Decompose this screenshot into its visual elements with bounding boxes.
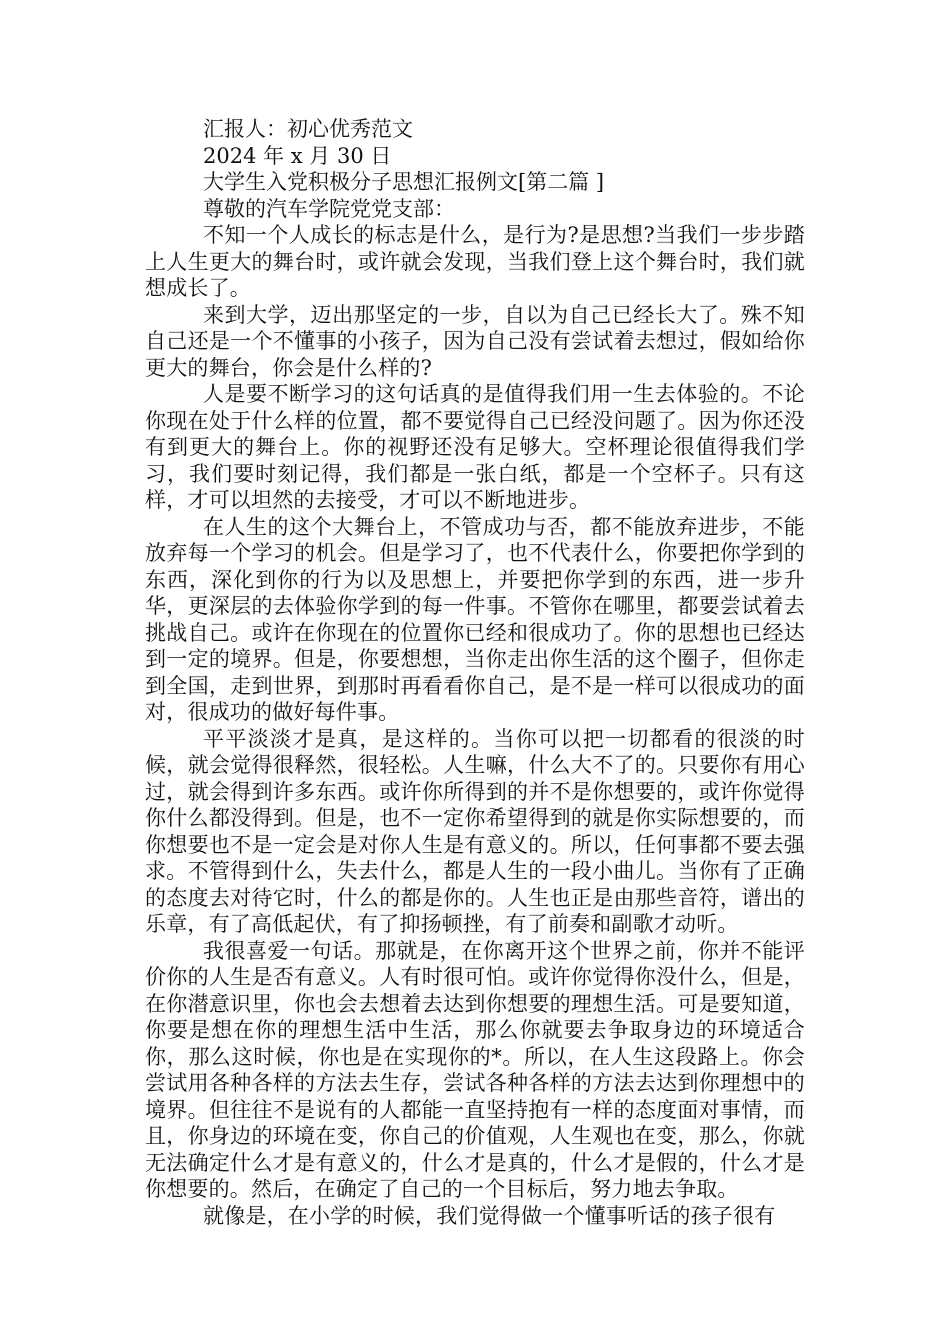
document-title: 大学生入党积极分子思想汇报例文[第二篇 ] <box>203 170 605 194</box>
paragraph-5: 平平淡淡才是真，是这样的。当你可以把一切都看的很淡的时候，就会觉得很释然，很轻松。人生嘛，什么大不了的。只要你有用心过，就会得到许多东西。或许你所得到的并不是你想要的，或许你觉得你什么都没得到。但是，也不一定你希望得到的就是你实际想要的，而你想要也不是一定会是对你人生是有意义的。所以，任何事都不要去强求。不管得到什么，失去什么，都是人生的一段小曲儿。当你有了正确的态度去对待它时，什么的都是你的。人生也正是由那些音符，谱出的乐章，有了高低起伏，有了抑扬顿挫，有了前奏和副歌才动听。 <box>145 726 805 936</box>
paragraph-3: 人是要不断学习的这句话真的是值得我们用一生去体验的。不论你现在处于什么样的位置，都不要觉得自己已经没问题了。因为你还没有到更大的舞台上。你的视野还没有足够大。空杯理论很值得我们学习，我们要时刻记得，我们都是一张白纸，都是一个空杯子。只有这样，才可以坦然的去接受，才可以不断地进步。 <box>145 382 805 512</box>
paragraph-1: 不知一个人成长的标志是什么，是行为?是思想?当我们一步步踏上人生更大的舞台时，或许就会发现，当我们登上这个舞台时，我们就想成长了。 <box>145 223 805 300</box>
paragraph-7: 就像是，在小学的时候，我们觉得做一个懂事听话的孩子很有 <box>203 1203 776 1228</box>
reporter-line: 汇报人：初心优秀范文 <box>203 117 413 141</box>
paragraph-6: 我很喜爱一句话。那就是，在你离开这个世界之前，你并不能评价你的人生是否有意义。人有时很可怕。或许你觉得你没什么，但是，在你潜意识里，你也会去想着去达到你想要的理想生活。可是要知道，你要是想在你的理想生活中生活，那么你就要去争取身边的环境适合你，那么这时候，你也是在实现你的*。所以，在人生这段路上。你会尝试用各种各样的方法去生存，尝试各种各样的方法去达到你理想中的境界。但往往不是说有的人都能一直坚持抱有一样的态度面对事情，而且，你身边的环境在变，你自己的价值观，人生观也在变，那么，你就无法确定什么才是有意义的，什么才是真的，什么才是假的，什么才是你想要的。然后，在确定了自己的一个目标后，努力地去争取。 <box>145 938 805 1201</box>
document-body <box>145 116 805 1229</box>
paragraph-4: 在人生的这个大舞台上，不管成功与否，都不能放弃进步，不能放弃每一个学习的机会。但是学习了，也不代表什么，你要把你学到的东西，深化到你的行为以及思想上，并要把你学到的东西，进一步升华，更深层的去体验你学到的每一件事。不管你在哪里，都要尝试着去挑战自己。或许在你现在的位置你已经和很成功了。你的思想也已经达到一定的境界。但是，你要想想，当你走出你生活的这个圈子，但你走到全国，走到世界，到那时再看看你自己，是不是一样可以很成功的面对，很成功的做好每件事。 <box>145 514 805 724</box>
paragraph-2: 来到大学，迈出那坚定的一步，自以为自己已经长大了。殊不知自己还是一个不懂事的小孩子，因为自己没有尝试着去想过，假如给你更大的舞台，你会是什么样的? <box>145 302 805 380</box>
salutation: 尊敬的汽车学院党党支部： <box>203 196 455 221</box>
date-line: 2024 年 x 月 30 日 <box>203 143 392 168</box>
